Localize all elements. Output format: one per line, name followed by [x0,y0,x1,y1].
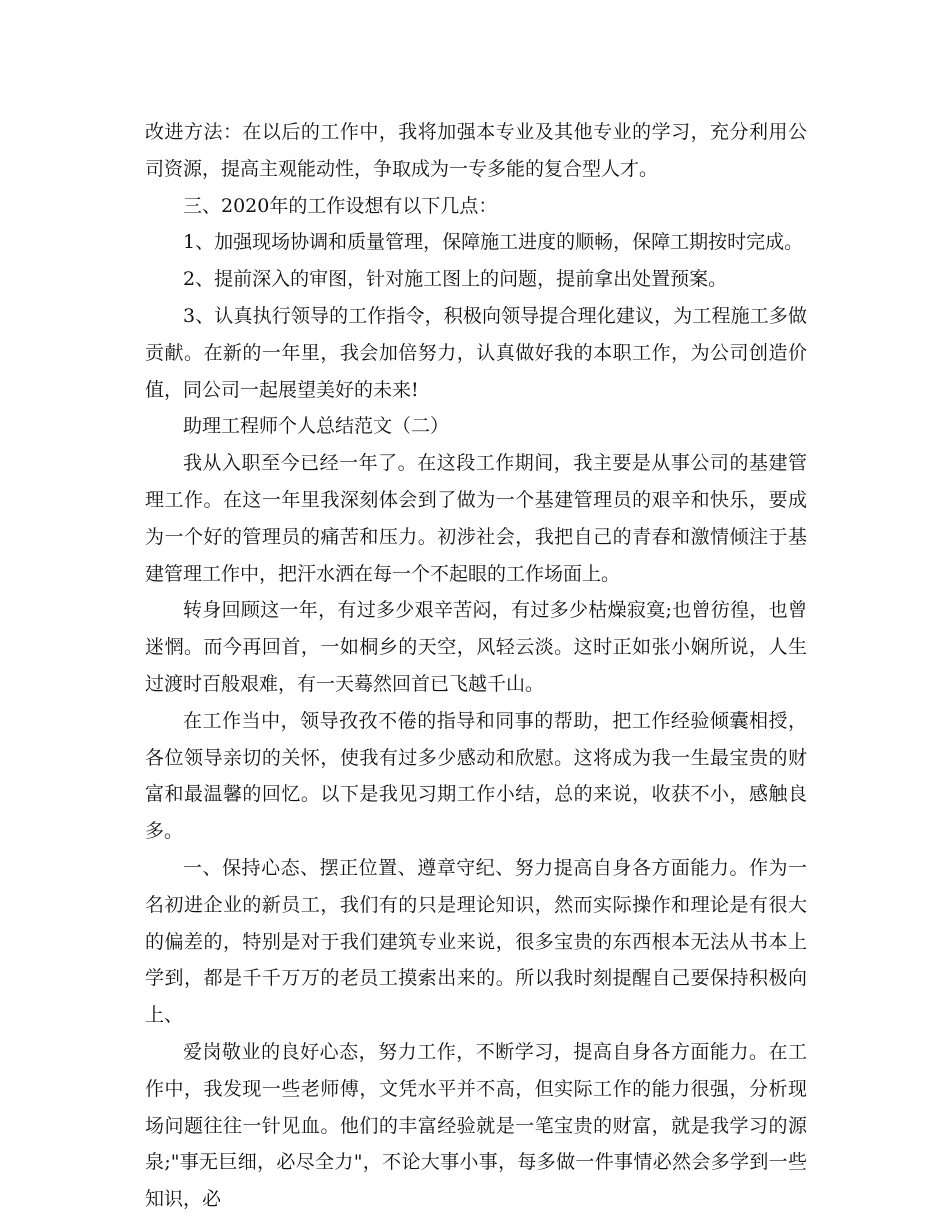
paragraph: 3、认真执行领导的工作指令，积极向领导提合理化建议，为工程施工多做贡献。在新的一年里，我会加倍努力，认真做好我的本职工作，为公司创造价值，同公司一起展望美好的未来! [145,304,807,401]
paragraph: 2、提前深入的审图，针对施工图上的问题，提前拿出处置预案。 [183,268,728,291]
section-heading: 助理工程师个人总结范文（二） [183,415,450,438]
document-body [145,114,807,1218]
paragraph: 1、加强现场协调和质量管理，保障施工进度的顺畅，保障工期按时完成。 [183,231,804,254]
paragraph: 三、2020年的工作设想有以下几点： [183,194,498,217]
paragraph: 我从入职至今已经一年了。在这段工作期间，我主要是从事公司的基建管理工作。在这一年里我深刻体会到了做为一个基建管理员的艰辛和快乐，要成为一个好的管理员的痛苦和压力。初涉社会，我把自己的青春和激情倾注于基建管理工作中，把汗水洒在每一个不起眼的工作场面上。 [145,452,807,585]
paragraph: 转身回顾这一年，有过多少艰辛苦闷，有过多少枯燥寂寞;也曾彷徨，也曾迷惘。而今再回首，一如桐乡的天空，风轻云淡。这时正如张小娴所说，人生过渡时百般艰难，有一天蓦然回首已飞越千山。 [145,599,807,695]
paragraph: 在工作当中，领导孜孜不倦的指导和同事的帮助，把工作经验倾囊相授，各位领导亲切的关怀，使我有过多少感动和欣慰。这将成为我一生最宝贵的财富和最温馨的回忆。以下是我见习期工作小结，总的来说，收获不小，感触良多。 [145,709,807,843]
paragraph: 爱岗敬业的良好心态，努力工作，不断学习，提高自身各方面能力。在工作中，我发现一些老师傅，文凭水平并不高，但实际工作的能力很强，分析现场问题往往一针见血。他们的丰富经验就是一笔宝贵的财富，就是我学习的源泉;"事无巨细，必尽全力"，不论大事小事，每多做一件事情必然会多学到一些知识，必 [145,1040,807,1211]
paragraph: 改进方法：在以后的工作中，我将加强本专业及其他专业的学习，充分利用公司资源，提高主观能动性，争取成为一专多能的复合型人才。 [145,121,807,180]
paragraph: 一、保持心态、摆正位置、遵章守纪、努力提高自身各方面能力。作为一名初进企业的新员工，我们有的只是理论知识，然而实际操作和理论是有很大的偏差的，特别是对于我们建筑专业来说，很多宝贵的东西根本无法从书本上学到，都是千千万万的老员工摸索出来的。所以我时刻提醒自己要保持积极向上、 [145,856,807,1027]
